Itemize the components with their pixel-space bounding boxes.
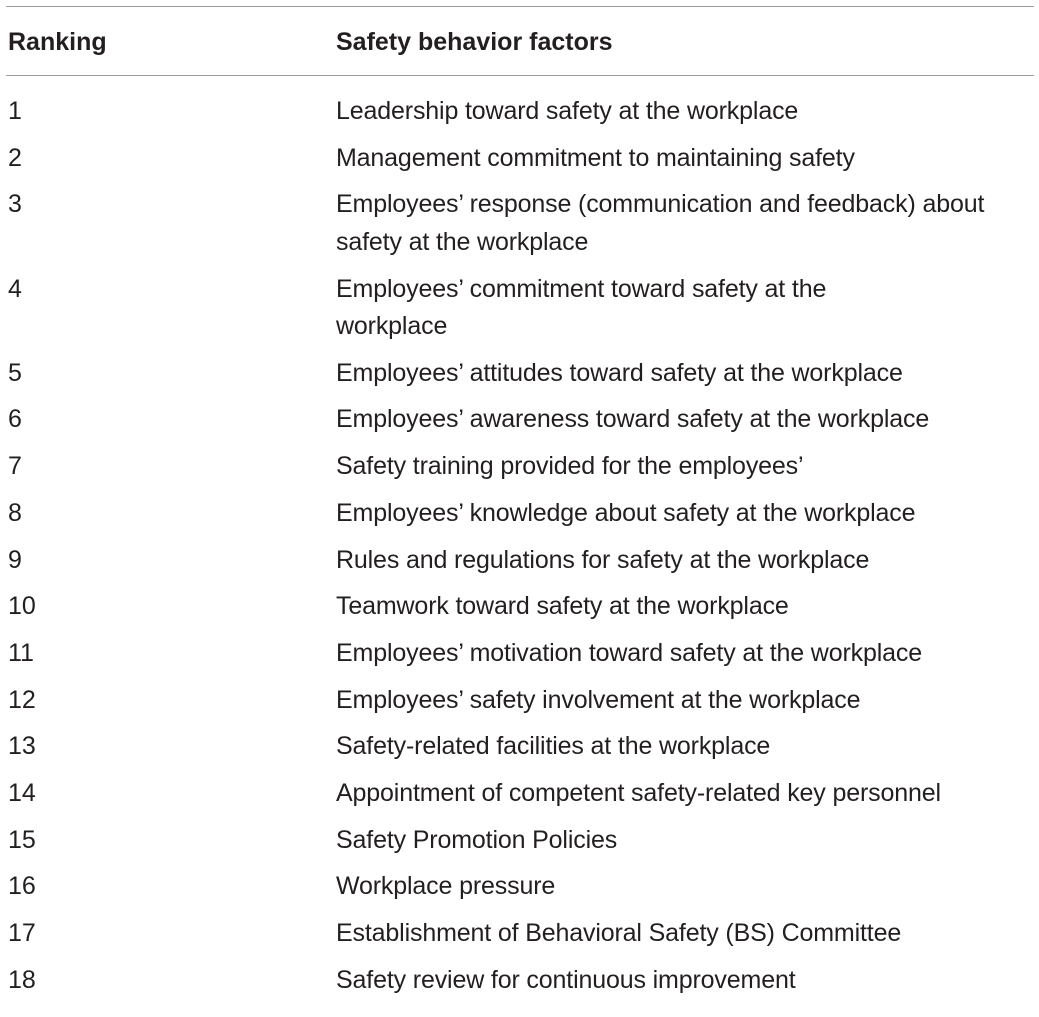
rank-cell: 12 bbox=[8, 685, 36, 714]
table-row bbox=[6, 775, 1039, 813]
factor-cell: Safety training provided for the employees’ bbox=[336, 452, 804, 481]
rank-cell: 6 bbox=[8, 405, 22, 434]
factor-cell: Employees’ commitment toward safety at the workplace bbox=[336, 274, 827, 341]
table-top-rule bbox=[6, 6, 1034, 7]
factor-cell: Appointment of competent safety-related key personnel bbox=[336, 778, 941, 807]
rank-cell: 11 bbox=[8, 638, 34, 667]
rank-cell: 5 bbox=[8, 358, 22, 387]
rank-cell: 3 bbox=[8, 190, 22, 219]
rank-cell: 14 bbox=[8, 778, 36, 807]
factor-cell: Employees’ safety involvement at the workplace bbox=[336, 685, 861, 714]
table-row bbox=[6, 542, 1039, 580]
table-row bbox=[6, 93, 1039, 131]
rank-cell: 13 bbox=[8, 732, 36, 761]
table-row bbox=[6, 140, 1039, 178]
table-header-rule bbox=[6, 75, 1034, 76]
header-ranking: Ranking bbox=[8, 28, 107, 56]
factor-cell: Management commitment to maintaining safety bbox=[336, 143, 855, 172]
rank-cell: 1 bbox=[8, 97, 22, 125]
rank-cell: 7 bbox=[8, 452, 22, 481]
factor-cell: Teamwork toward safety at the workplace bbox=[336, 592, 789, 621]
factor-cell: Safety review for continuous improvement bbox=[336, 965, 796, 994]
rank-cell: 2 bbox=[8, 143, 22, 172]
table-row bbox=[6, 495, 1039, 533]
rank-cell: 9 bbox=[8, 545, 22, 574]
factor-cell: Employees’ awareness toward safety at the workplace bbox=[336, 405, 930, 434]
factor-cell: Leadership toward safety at the workplace bbox=[336, 97, 799, 125]
table-row bbox=[6, 635, 1039, 673]
factor-cell: Employees’ response (communication and feedback) about safety at the workplace bbox=[336, 190, 985, 256]
factor-cell: Establishment of Behavioral Safety (BS) Committee bbox=[336, 919, 902, 947]
table-row bbox=[6, 588, 1039, 626]
table-row bbox=[6, 355, 1039, 393]
rank-cell: 4 bbox=[8, 274, 22, 303]
factor-cell: Safety-related facilities at the workplace bbox=[336, 732, 771, 761]
rank-cell: 15 bbox=[8, 825, 36, 854]
table-row bbox=[6, 962, 1039, 1000]
factor-cell: Employees’ attitudes toward safety at the workplace bbox=[336, 358, 903, 387]
table-row bbox=[6, 682, 1039, 720]
rank-cell: 17 bbox=[8, 919, 36, 947]
factor-cell: Employees’ motivation toward safety at the workplace bbox=[336, 638, 922, 667]
factor-cell: Workplace pressure bbox=[336, 872, 556, 901]
rank-cell: 10 bbox=[8, 592, 36, 621]
table-row bbox=[6, 401, 1039, 439]
table-row bbox=[6, 186, 1039, 261]
factor-cell: Rules and regulations for safety at the workplace bbox=[336, 545, 870, 574]
factor-cell: Employees’ knowledge about safety at the workplace bbox=[336, 498, 916, 527]
table-row bbox=[6, 868, 1039, 906]
table-row bbox=[6, 915, 1039, 953]
table-row bbox=[6, 728, 1039, 766]
rank-cell: 18 bbox=[8, 965, 36, 994]
table-row bbox=[6, 448, 1039, 486]
rank-cell: 16 bbox=[8, 872, 36, 901]
rank-cell: 8 bbox=[8, 498, 22, 527]
factor-cell: Safety Promotion Policies bbox=[336, 825, 618, 854]
table-body bbox=[6, 93, 1039, 1008]
table-row bbox=[6, 271, 1039, 346]
table-header-row bbox=[6, 26, 1034, 58]
table-row bbox=[6, 822, 1039, 860]
header-safety-behavior-factors: Safety behavior factors bbox=[336, 28, 613, 56]
